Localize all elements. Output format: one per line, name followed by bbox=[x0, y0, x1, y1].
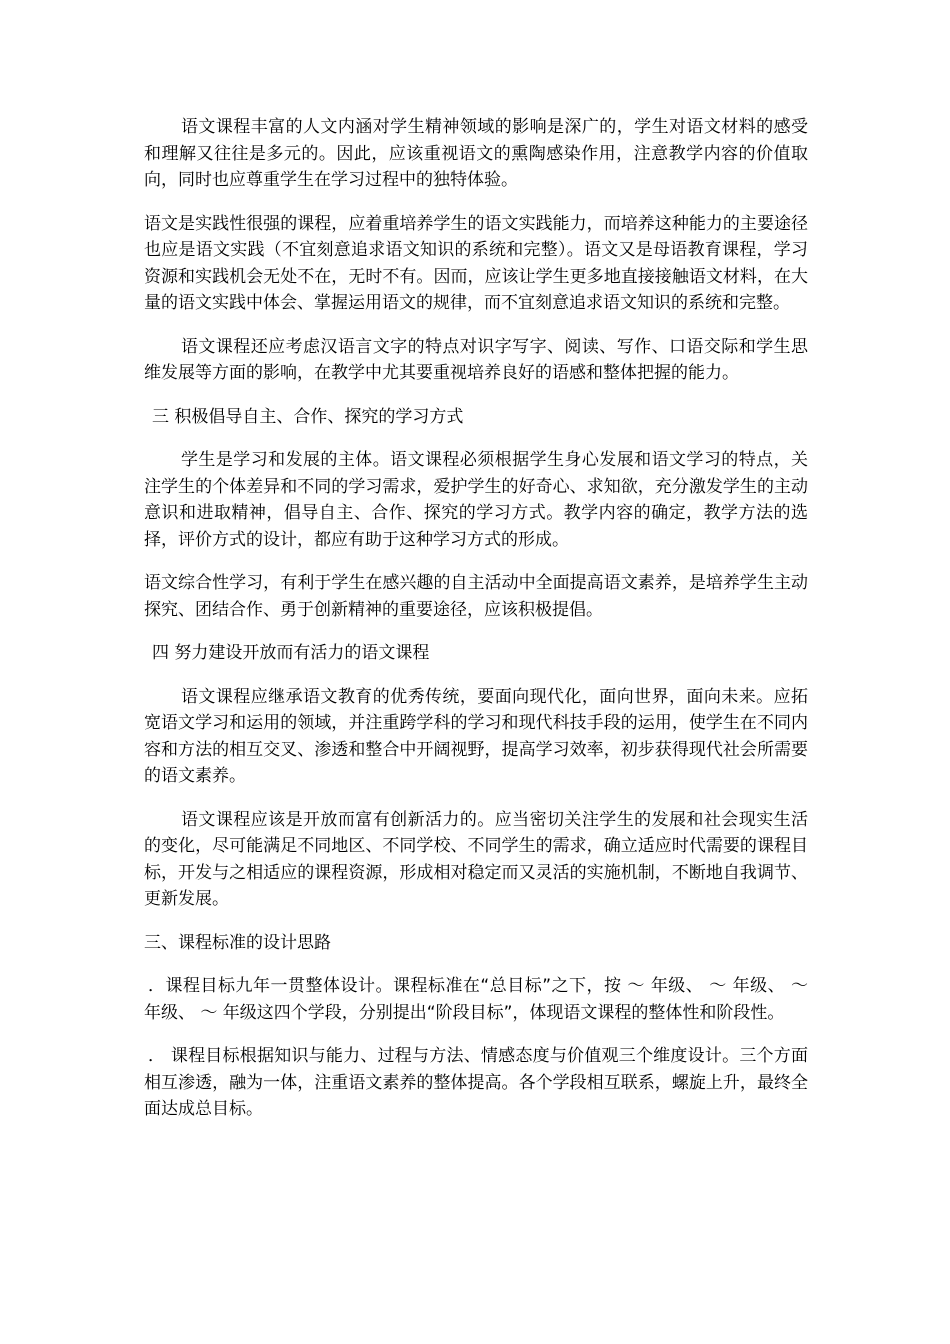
list-item-three-dimensions: ． 课程目标根据知识与能力、过程与方法、情感态度与价值观三个维度设计。三个方面相互渗透，融为一体，注重语文素养的整体提高。各个学段相互联系，螺旋上升，最终全面达成总目标。 bbox=[144, 1046, 808, 1119]
section-heading-four: 四 努力建设开放而有活力的语文课程 bbox=[152, 643, 430, 663]
section-heading-design-ideas: 三、课程标准的设计思路 bbox=[144, 932, 331, 953]
paragraph-learning-subject: 学生是学习和发展的主体。语文课程必须根据学生身心发展和语文学习的特点，关注学生的个体差异和不同的学习需求，爱护学生的好奇心、求知欲，充分激发学生的主动意识和进取精神，倡导自主、合作、探究的学习方式。教学内容的确定，教学方法的选择，评价方式的设计，都应有助于这种学习方式的形成。 bbox=[144, 450, 808, 550]
document-body bbox=[144, 114, 808, 1140]
paragraph-tradition: 语文课程应继承语文教育的优秀传统，要面向现代化，面向世界，面向未来。应拓宽语文学习和运用的领域，并注重跨学科的学习和现代科技手段的运用，使学生在不同内容和方法的相互交叉、渗透和整合中开阔视野，提高学习效率，初步获得现代社会所需要的语文素养。 bbox=[144, 686, 808, 786]
list-item-goals-design: ．课程目标九年一贯整体设计。课程标准在“总目标”之下，按 ～ 年级、 ～ 年级、 ～ 年级、 ～ 年级这四个学段，分别提出“阶段目标”，体现语文课程的整体性和阶段性。 bbox=[144, 976, 808, 1023]
paragraph-humanistic: 语文课程丰富的人文内涵对学生精神领域的影响是深广的，学生对语文材料的感受和理解又往往是多元的。因此，应该重视语文的熏陶感染作用，注意教学内容的价值取向，同时也应尊重学生在学习过程中的独特体验。 bbox=[144, 117, 808, 190]
paragraph-chinese-characteristics: 语文课程还应考虑汉语言文字的特点对识字写字、阅读、写作、口语交际和学生思维发展等方面的影响，在教学中尤其要重视培养良好的语感和整体把握的能力。 bbox=[144, 336, 808, 383]
paragraph-practice: 语文是实践性很强的课程，应着重培养学生的语文实践能力，而培养这种能力的主要途径也应是语文实践（不宜刻意追求语文知识的系统和完整）。语文又是母语教育课程，学习资源和实践机会无处不在，无时不有。因而，应该让学生更多地直接接触语文材料，在大量的语文实践中体会、掌握运用语文的规律，而不宜刻意追求语文知识的系统和完整。 bbox=[144, 213, 808, 313]
section-heading-three: 三 积极倡导自主、合作、探究的学习方式 bbox=[152, 406, 464, 427]
paragraph-comprehensive-learning: 语文综合性学习，有利于学生在感兴趣的自主活动中全面提高语文素养，是培养学生主动探究、团结合作、勇于创新精神的重要途径，应该积极提倡。 bbox=[144, 573, 808, 620]
paragraph-open-innovative: 语文课程应该是开放而富有创新活力的。应当密切关注学生的发展和社会现实生活的变化，尽可能满足不同地区、不同学校、不同学生的需求，确立适应时代需要的课程目标，开发与之相适应的课程资源，形成相对稳定而又灵活的实施机制，不断地自我调节、更新发展。 bbox=[144, 809, 808, 909]
